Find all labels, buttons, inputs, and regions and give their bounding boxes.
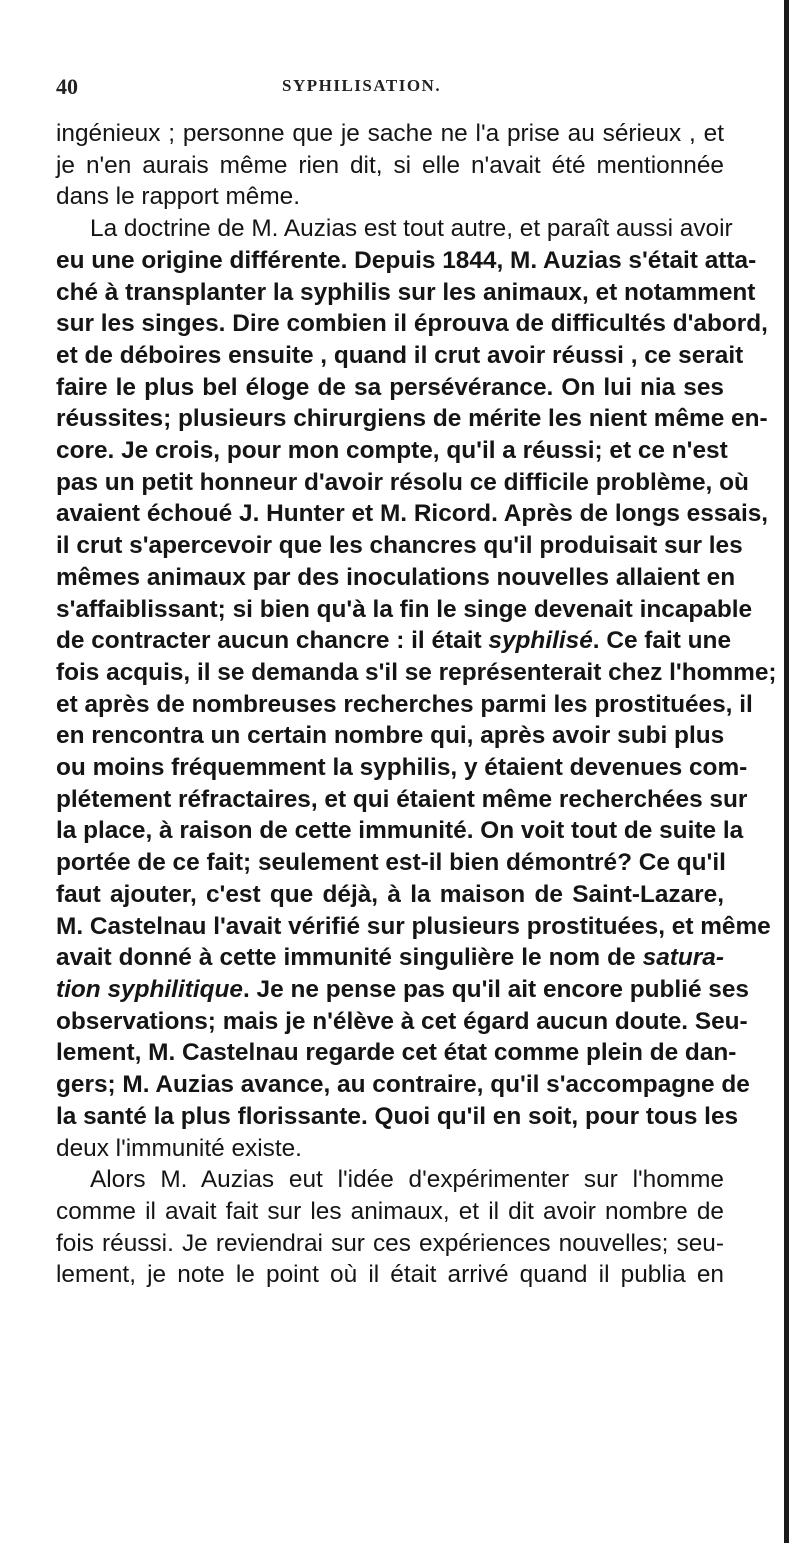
text-line — [56, 245, 757, 277]
text-run: comme il avait fait sur les animaux, et il dit avoir nombre de — [56, 1197, 724, 1225]
text-run: avait donné à cette immunité singulière le nom de — [56, 944, 643, 972]
text-line — [56, 784, 748, 816]
text-line — [56, 213, 733, 245]
text-run: eu une origine différente. Depuis 1844, M. Auzias s'était atta- — [56, 246, 757, 274]
text-run: fois acquis, il se demanda s'il se représenterait chez l'homme; — [56, 658, 777, 686]
text-run: gers; M. Auzias avance, au contraire, qu'il s'accompagne de — [56, 1071, 750, 1099]
text-run: Alors M. Auzias eut l'idée d'expérimenter sur l'homme — [90, 1166, 724, 1194]
text-run: M. Castelnau l'avait vérifié sur plusieurs prostituées, et même — [56, 912, 771, 940]
text-line — [56, 498, 769, 530]
text-line — [56, 594, 753, 626]
text-run: s'affaiblissant; si bien qu'à la fin le singe devenait incapable — [56, 595, 753, 623]
text-line — [56, 277, 756, 309]
text-line — [56, 911, 771, 943]
text-line — [56, 942, 724, 974]
text-run: lement, M. Castelnau regarde cet état comme plein de dan- — [56, 1039, 737, 1067]
text-run: ou moins fréquemment la syphilis, y étaient devenues com- — [56, 754, 748, 782]
text-line — [56, 181, 724, 213]
text-line — [56, 1069, 750, 1101]
text-run: core. Je crois, pour mon compte, qu'il a réussi; et ce n'est — [56, 437, 728, 465]
text-line — [56, 372, 724, 404]
text-line — [56, 1164, 724, 1196]
text-line — [56, 657, 777, 689]
text-line — [56, 815, 744, 847]
text-line — [56, 562, 736, 594]
text-line — [56, 720, 724, 752]
text-run: la place, à raison de cette immunité. On voit tout de suite la — [56, 817, 744, 845]
text-run: en rencontra un certain nombre qui, après avoir subi plus — [56, 722, 725, 750]
text-run: et après de nombreuses recherches parmi les prostituées, il — [56, 690, 753, 718]
text-run: je n'en aurais même rien dit, si elle n'avait été mentionnée — [56, 151, 724, 179]
text-run: fois réussi. Je reviendrai sur ces expériences nouvelles; seu- — [56, 1229, 724, 1257]
text-line — [56, 625, 732, 657]
text-line — [56, 1228, 724, 1260]
text-line — [56, 879, 724, 911]
text-line — [56, 150, 724, 182]
page-edge — [784, 0, 800, 1543]
text-run: dans le rapport même. — [56, 183, 301, 211]
text-line — [56, 689, 753, 721]
text-line — [56, 847, 724, 879]
text-run: et de déboires ensuite , quand il crut avoir réussi , ce serait — [56, 341, 744, 369]
text-run: plétement réfractaires, et qui étaient même recherchées sur — [56, 785, 748, 813]
running-title: SYPHILISATION. — [282, 76, 442, 95]
text-run: deux l'immunité existe. — [56, 1134, 302, 1162]
text-line — [56, 974, 749, 1006]
text-line — [56, 340, 744, 372]
text-run: lement, je note le point où il était arrivé quand il publia en — [56, 1261, 724, 1289]
text-line — [56, 1196, 724, 1228]
italic-term: satura- — [642, 944, 724, 972]
text-line — [56, 467, 749, 499]
text-run: observations; mais je n'élève à cet égard aucun doute. Seu- — [56, 1007, 748, 1035]
text-line — [56, 308, 768, 340]
text-run: pas un petit honneur d'avoir résolu ce difficile problème, où — [56, 468, 749, 496]
text-run: mêmes animaux par des inoculations nouvelles allaient en — [56, 563, 736, 591]
text-run: réussites; plusieurs chirurgiens de mérite les nient même en- — [56, 405, 768, 433]
text-line — [56, 1006, 748, 1038]
text-run: il crut s'apercevoir que les chancres qu'il produisait sur les — [56, 532, 743, 560]
text-run: la santé la plus florissante. Quoi qu'il en soit, pour tous les — [56, 1102, 739, 1130]
text-line — [56, 530, 743, 562]
text-run: sur les singes. Dire combien il éprouva de difficultés d'abord, — [56, 310, 768, 338]
text-run: portée de ce fait; seulement est-il bien démontré? Ce qu'il — [56, 849, 726, 877]
text-line — [56, 1259, 724, 1291]
text-line — [56, 1133, 724, 1165]
text-run: avaient échoué J. Hunter et M. Ricord. Après de longs essais, — [56, 500, 769, 528]
text-line — [56, 435, 728, 467]
text-line — [56, 752, 748, 784]
text-run: faut ajouter, c'est que déjà, à la maison de Saint-Lazare, — [56, 880, 724, 908]
text-run: ingénieux ; personne que je sache ne l'a prise au sérieux , et — [56, 120, 724, 147]
text-line — [56, 1101, 739, 1133]
text-run: de contracter aucun chancre : il était — [56, 627, 489, 655]
text-run: . Je ne pense pas qu'il ait encore publié ses — [243, 975, 749, 1003]
italic-term: tion syphilitique — [56, 975, 243, 1003]
text-line — [56, 1037, 737, 1069]
text-run: ché à transplanter la syphilis sur les animaux, et notamment — [56, 278, 756, 306]
text-run: . Ce fait une — [592, 627, 732, 655]
page-number: 40 — [56, 74, 78, 99]
running-header — [56, 70, 716, 110]
body-text — [56, 118, 777, 1291]
text-line — [56, 403, 768, 435]
italic-term: syphilisé — [488, 627, 593, 655]
text-run: faire le plus bel éloge de sa persévérance. On lui nia ses — [56, 373, 724, 401]
text-run: La doctrine de M. Auzias est tout autre, et paraît aussi avoir — [90, 215, 733, 243]
text-line — [56, 118, 724, 150]
